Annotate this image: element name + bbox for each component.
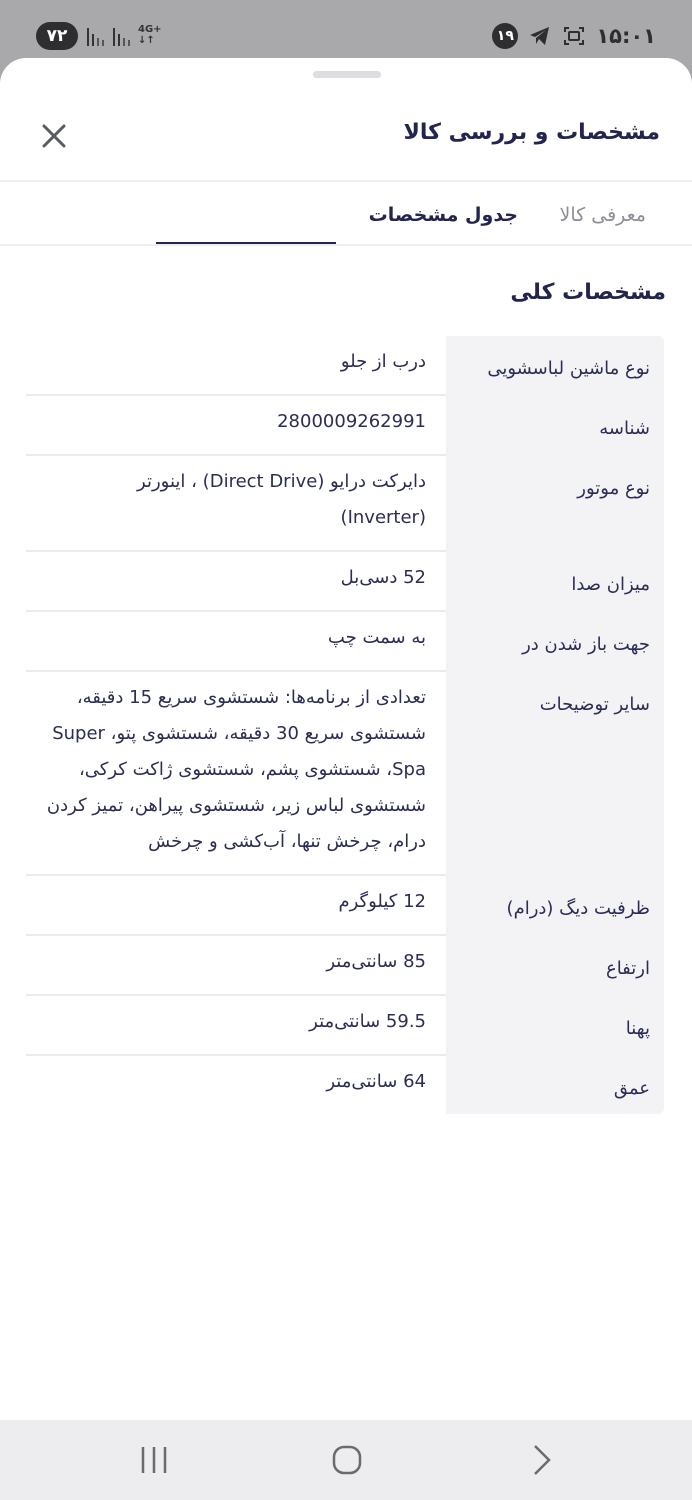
clock: ۱۵:۰۱ xyxy=(596,24,656,48)
spec-label: ظرفیت دیگ (درام) xyxy=(446,876,664,936)
recent-apps-icon[interactable] xyxy=(136,1442,172,1478)
tab-product-intro[interactable]: معرفی کالا xyxy=(559,204,646,226)
spec-label: ارتفاع xyxy=(446,936,664,996)
spec-row xyxy=(26,996,664,1056)
system-navigation-bar xyxy=(0,1420,692,1500)
spec-value: دایرکت درایو (Direct Drive) ، اینورتر (Inverter) xyxy=(26,456,446,552)
tab-bar xyxy=(0,182,692,246)
tab-specs-table[interactable]: جدول مشخصات xyxy=(368,204,518,226)
spec-label: پهنا xyxy=(446,996,664,1056)
spec-value: به سمت چپ xyxy=(26,612,446,672)
signal-strength-icon xyxy=(86,24,108,48)
status-right-group xyxy=(492,22,656,50)
sheet-title: مشخصات و بررسی کالا xyxy=(403,120,660,145)
spec-label: سایر توضیحات xyxy=(446,672,664,876)
spec-row xyxy=(26,396,664,456)
spec-row xyxy=(26,456,664,552)
home-icon[interactable] xyxy=(328,1442,366,1478)
spec-row xyxy=(26,552,664,612)
telegram-icon xyxy=(528,24,552,48)
spec-row xyxy=(26,1056,664,1114)
spec-value: 59.5 سانتی‌متر xyxy=(26,996,446,1056)
signal-strength-icon xyxy=(112,24,134,48)
spec-label: جهت باز شدن در xyxy=(446,612,664,672)
spec-row xyxy=(26,936,664,996)
specs-bottom-sheet xyxy=(0,58,692,1420)
spec-value: 52 دسی‌بل xyxy=(26,552,446,612)
spec-row xyxy=(26,672,664,876)
spec-label: نوع ماشین لباسشویی xyxy=(446,336,664,396)
battery-indicator: ۷۲ xyxy=(36,22,78,50)
sheet-header xyxy=(0,110,692,180)
tabs-divider xyxy=(0,244,692,246)
spec-label: شناسه xyxy=(446,396,664,456)
notification-count-badge: ۱۹ xyxy=(492,23,518,49)
spec-label: عمق xyxy=(446,1056,664,1114)
spec-row xyxy=(26,612,664,672)
spec-row xyxy=(26,336,664,396)
spec-label: نوع موتور xyxy=(446,456,664,552)
spec-table xyxy=(26,336,664,1114)
section-title: مشخصات کلی xyxy=(510,280,666,305)
spec-row xyxy=(26,876,664,936)
spec-value: 85 سانتی‌متر xyxy=(26,936,446,996)
spec-value: 2800009262991 xyxy=(26,396,446,456)
spec-label: میزان صدا xyxy=(446,552,664,612)
drag-handle[interactable] xyxy=(313,71,381,78)
spec-value: 64 سانتی‌متر xyxy=(326,1071,426,1092)
close-icon[interactable] xyxy=(36,118,72,154)
spec-value: تعدادی از برنامه‌ها: شستشوی سریع 15 دقیقه، شستشوی سریع 30 دقیقه، شستشوی پتو، Super Spa، شستشوی پشم، شستشوی ژاکت کرکی، شستشوی لباس زیر، شستشوی پیراهن، تمیز کردن درام، چرخش تنها، آب‌کشی و چرخش xyxy=(26,672,446,876)
spec-value: درب از جلو xyxy=(26,336,446,396)
spec-value: 12 کیلوگرم xyxy=(26,876,446,936)
network-type-badge: 4G+ ↓↑ xyxy=(138,24,162,46)
back-icon[interactable] xyxy=(524,1442,560,1478)
screenshot-icon xyxy=(562,24,586,48)
